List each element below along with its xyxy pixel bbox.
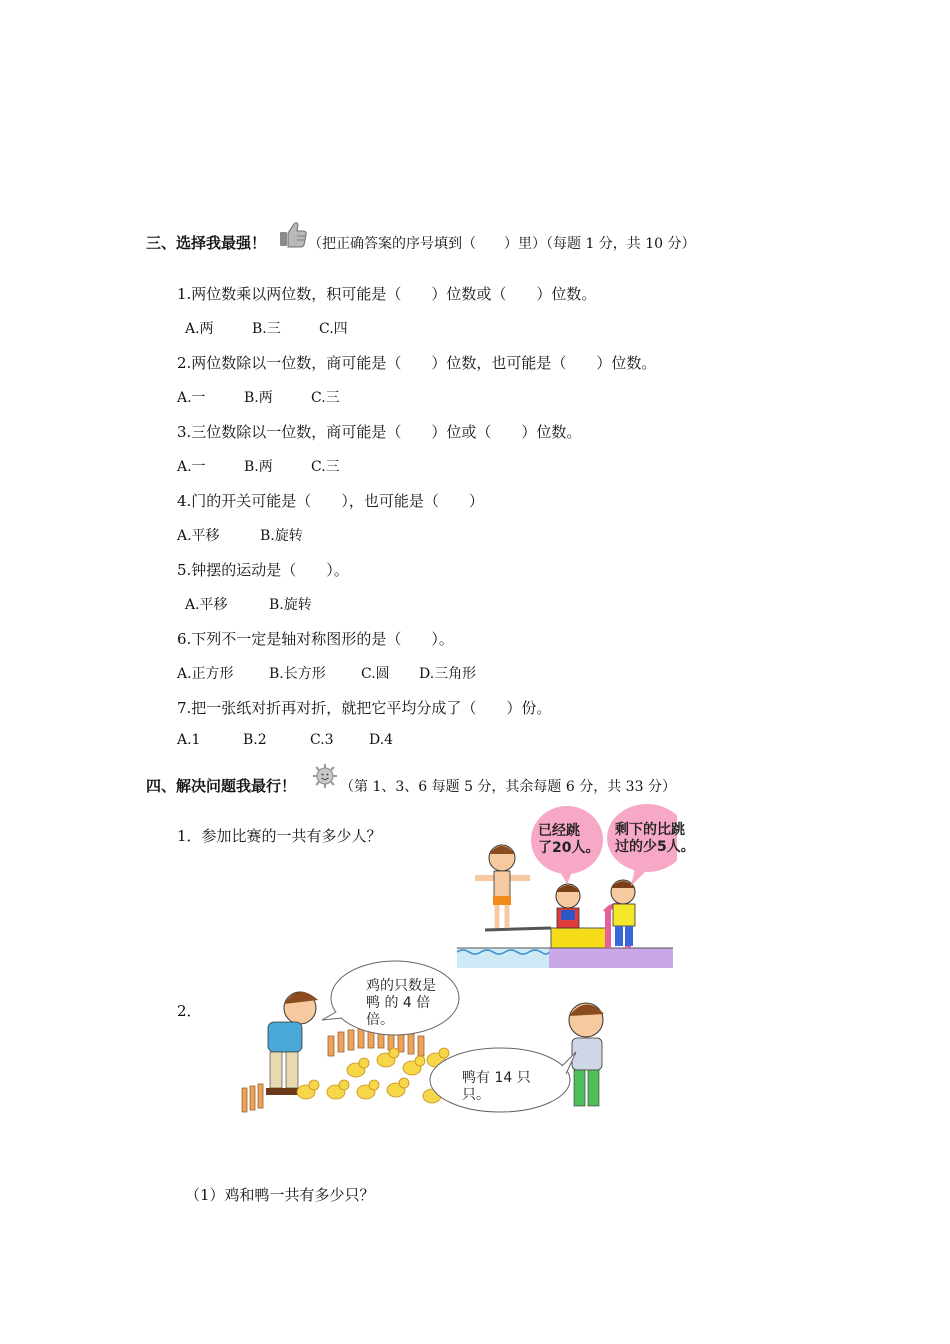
option: D.三角形 [419,666,477,682]
problem-2-number: 2． [177,1002,202,1020]
question-5-options [185,594,312,614]
bubble-line: 了20人。 [538,840,600,856]
speech-bubble-1 [538,823,599,857]
option: B.2 [243,732,267,748]
section4-note: （第 1、3、6 每题 5 分，其余每题 6 分，共 33 分） [340,779,676,795]
problem-1-text: 1．参加比赛的一共有多少人？ [177,827,382,845]
question-5: 5.钟摆的运动是（ ）。 [177,561,349,579]
option: B.长方形 [269,666,326,682]
option: B.旋转 [260,528,303,544]
option: A.平移 [177,528,220,544]
bubble-line: 过的少5人。 [615,839,695,855]
question-6: 6.下列不一定是轴对称图形的是（ ）。 [177,630,454,648]
question-4-options [177,525,303,545]
option: D.4 [369,732,394,748]
sun-icon [312,763,338,789]
question-7-options [177,732,393,748]
option: A.正方形 [177,666,234,682]
option: C.三 [311,459,340,475]
question-2-options [177,387,340,407]
option: C.3 [310,732,334,748]
bubble-line: 倍。 [366,1012,394,1028]
bubble-line: 已经跳 [538,823,580,839]
question-3: 3.三位数除以一位数，商可能是（ ）位或（ ）位数。 [177,423,582,441]
question-2: 2.两位数除以一位数，商可能是（ ）位数，也可能是（ ）位数。 [177,354,657,372]
chicken-duck-illustration [236,960,636,1120]
option: B.两 [244,390,273,406]
bubble-line: 鸭有 14 只 [462,1070,531,1086]
option: A.一 [177,390,206,406]
option: C.圆 [361,666,390,682]
section3-note: （把正确答案的序号填到（ ）里）（每题 1 分，共 10 分） [308,236,696,252]
option: A.两 [185,321,214,337]
option: A.平移 [185,597,228,613]
question-7: 7.把一张纸对折再对折，就把它平均分成了（ ）份。 [177,699,552,717]
question-6-options [177,663,476,683]
option: A.一 [177,459,206,475]
question-1-options [185,318,348,338]
problem-2-sub-1: （1）鸡和鸭一共有多少只？ [185,1186,375,1204]
option: B.三 [252,321,281,337]
question-4: 4.门的开关可能是（ ），也可能是（ ） [177,492,484,510]
bubble-line: 只。 [462,1087,490,1103]
section4-title: 四、解决问题我最行！ [146,777,297,795]
speech-bubble-2 [615,822,695,856]
bubble-line: 鸡的只数是 [366,978,436,994]
question-1: 1.两位数乘以两位数，积可能是（ ）位数或（ ）位数。 [177,285,597,303]
bubble-line: 鸭 的 4 倍 [366,995,431,1011]
option: C.三 [311,390,340,406]
option: B.两 [244,459,273,475]
bubble-line: 剩下的比跳 [615,822,685,838]
thumbs-up-icon [278,220,308,248]
speech-bubble-4 [462,1070,531,1104]
question-3-options [177,456,340,476]
section3-title: 三、选择我最强！ [146,234,267,252]
option: B.旋转 [269,597,312,613]
option: C.四 [319,321,348,337]
speech-bubble-3 [366,978,436,1029]
option: A.1 [177,732,201,748]
